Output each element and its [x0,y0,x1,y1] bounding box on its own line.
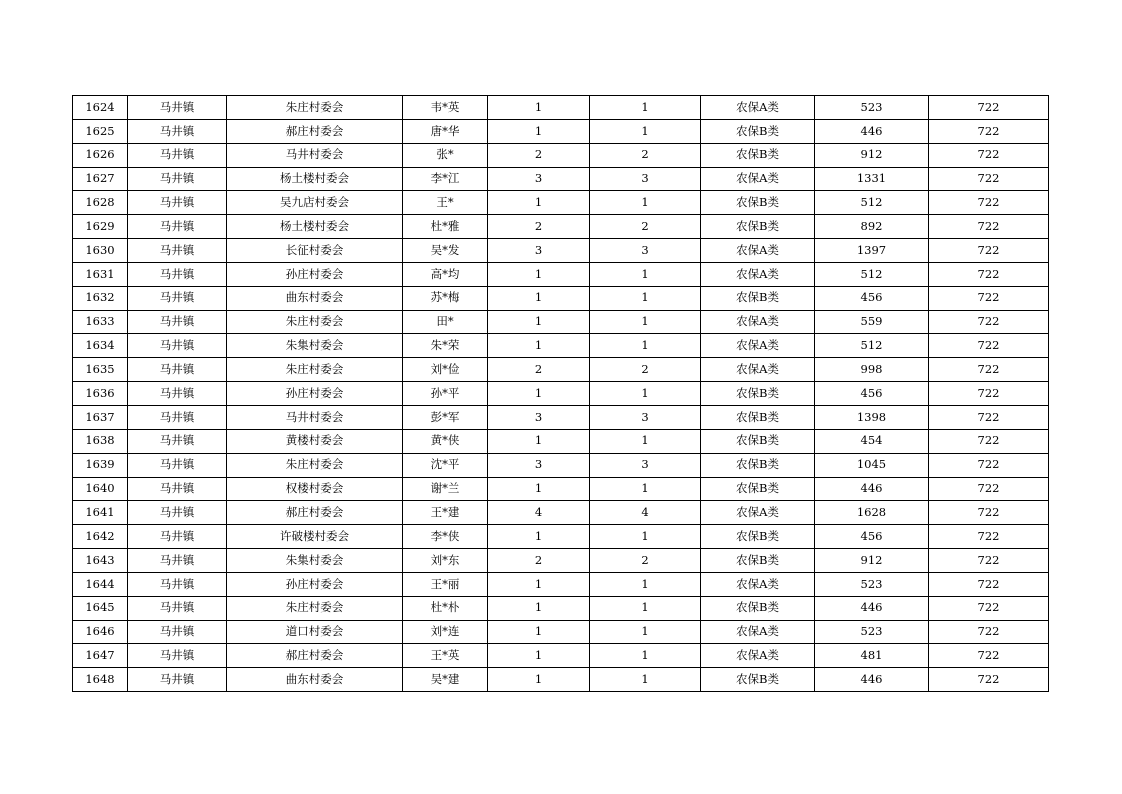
table-row [73,549,1049,573]
household-count-cell: 1 [488,119,590,143]
insurance-type-cell: 农保A类 [701,501,815,525]
standard-cell: 722 [929,239,1049,263]
village-committee-cell: 朱庄村委会 [227,596,403,620]
insurance-type-cell: 农保B类 [701,405,815,429]
amount-cell: 512 [815,334,929,358]
village-committee-cell: 朱集村委会 [227,549,403,573]
village-committee-cell: 郝庄村委会 [227,644,403,668]
amount-cell: 446 [815,119,929,143]
name-cell: 黄*侠 [403,429,488,453]
village-committee-cell: 道口村委会 [227,620,403,644]
standard-cell: 722 [929,477,1049,501]
table-row [73,572,1049,596]
table-row [73,429,1049,453]
amount-cell: 446 [815,668,929,692]
row-number-cell: 1632 [73,286,128,310]
village-committee-cell: 曲东村委会 [227,668,403,692]
insurance-type-cell: 农保A类 [701,334,815,358]
data-table [72,95,1049,692]
insurance-type-cell: 农保A类 [701,167,815,191]
amount-cell: 892 [815,215,929,239]
town-cell: 马井镇 [128,191,227,215]
person-count-cell: 1 [590,334,701,358]
standard-cell: 722 [929,644,1049,668]
table-row [73,453,1049,477]
amount-cell: 512 [815,262,929,286]
person-count-cell: 1 [590,119,701,143]
standard-cell: 722 [929,596,1049,620]
table-row [73,644,1049,668]
insurance-type-cell: 农保B类 [701,286,815,310]
table-body [73,96,1049,692]
village-committee-cell: 朱庄村委会 [227,96,403,120]
amount-cell: 912 [815,143,929,167]
town-cell: 马井镇 [128,96,227,120]
row-number-cell: 1636 [73,382,128,406]
standard-cell: 722 [929,143,1049,167]
table-row [73,382,1049,406]
town-cell: 马井镇 [128,239,227,263]
table-row [73,334,1049,358]
row-number-cell: 1625 [73,119,128,143]
town-cell: 马井镇 [128,286,227,310]
person-count-cell: 1 [590,596,701,620]
insurance-type-cell: 农保A类 [701,310,815,334]
village-committee-cell: 长征村委会 [227,239,403,263]
insurance-type-cell: 农保A类 [701,96,815,120]
row-number-cell: 1627 [73,167,128,191]
person-count-cell: 3 [590,453,701,477]
name-cell: 李*侠 [403,525,488,549]
row-number-cell: 1642 [73,525,128,549]
town-cell: 马井镇 [128,549,227,573]
standard-cell: 722 [929,262,1049,286]
household-count-cell: 4 [488,501,590,525]
name-cell: 李*江 [403,167,488,191]
person-count-cell: 3 [590,167,701,191]
household-count-cell: 1 [488,382,590,406]
household-count-cell: 1 [488,429,590,453]
amount-cell: 912 [815,549,929,573]
town-cell: 马井镇 [128,501,227,525]
row-number-cell: 1631 [73,262,128,286]
insurance-type-cell: 农保A类 [701,262,815,286]
name-cell: 孙*平 [403,382,488,406]
standard-cell: 722 [929,501,1049,525]
standard-cell: 722 [929,453,1049,477]
standard-cell: 722 [929,525,1049,549]
table-row [73,119,1049,143]
insurance-type-cell: 农保B类 [701,477,815,501]
town-cell: 马井镇 [128,262,227,286]
person-count-cell: 1 [590,191,701,215]
table-row [73,286,1049,310]
person-count-cell: 1 [590,668,701,692]
standard-cell: 722 [929,191,1049,215]
insurance-type-cell: 农保B类 [701,668,815,692]
table-row [73,215,1049,239]
town-cell: 马井镇 [128,167,227,191]
table-row [73,477,1049,501]
town-cell: 马井镇 [128,620,227,644]
amount-cell: 559 [815,310,929,334]
town-cell: 马井镇 [128,596,227,620]
standard-cell: 722 [929,668,1049,692]
name-cell: 沈*平 [403,453,488,477]
table-row [73,191,1049,215]
person-count-cell: 1 [590,310,701,334]
standard-cell: 722 [929,405,1049,429]
name-cell: 王*丽 [403,572,488,596]
person-count-cell: 1 [590,96,701,120]
row-number-cell: 1633 [73,310,128,334]
amount-cell: 456 [815,286,929,310]
town-cell: 马井镇 [128,143,227,167]
person-count-cell: 3 [590,239,701,263]
name-cell: 田* [403,310,488,334]
table-row [73,501,1049,525]
table-row [73,358,1049,382]
household-count-cell: 1 [488,596,590,620]
village-committee-cell: 朱庄村委会 [227,310,403,334]
name-cell: 刘*俭 [403,358,488,382]
row-number-cell: 1646 [73,620,128,644]
person-count-cell: 1 [590,286,701,310]
amount-cell: 998 [815,358,929,382]
person-count-cell: 1 [590,429,701,453]
table-row [73,310,1049,334]
row-number-cell: 1647 [73,644,128,668]
town-cell: 马井镇 [128,310,227,334]
table-row [73,405,1049,429]
name-cell: 高*均 [403,262,488,286]
household-count-cell: 1 [488,525,590,549]
insurance-type-cell: 农保B类 [701,429,815,453]
town-cell: 马井镇 [128,119,227,143]
village-committee-cell: 马井村委会 [227,143,403,167]
village-committee-cell: 曲东村委会 [227,286,403,310]
household-count-cell: 1 [488,191,590,215]
standard-cell: 722 [929,429,1049,453]
person-count-cell: 1 [590,525,701,549]
name-cell: 吴*建 [403,668,488,692]
amount-cell: 1397 [815,239,929,263]
table-row [73,239,1049,263]
village-committee-cell: 孙庄村委会 [227,382,403,406]
row-number-cell: 1630 [73,239,128,263]
village-committee-cell: 朱庄村委会 [227,453,403,477]
person-count-cell: 2 [590,549,701,573]
standard-cell: 722 [929,382,1049,406]
household-count-cell: 3 [488,239,590,263]
insurance-type-cell: 农保A类 [701,358,815,382]
row-number-cell: 1629 [73,215,128,239]
village-committee-cell: 许破楼村委会 [227,525,403,549]
household-count-cell: 1 [488,644,590,668]
household-count-cell: 3 [488,167,590,191]
standard-cell: 722 [929,119,1049,143]
table-row [73,668,1049,692]
amount-cell: 456 [815,382,929,406]
insurance-type-cell: 农保B类 [701,382,815,406]
row-number-cell: 1648 [73,668,128,692]
row-number-cell: 1624 [73,96,128,120]
household-count-cell: 2 [488,215,590,239]
insurance-type-cell: 农保B类 [701,596,815,620]
amount-cell: 446 [815,596,929,620]
village-committee-cell: 杨土楼村委会 [227,167,403,191]
row-number-cell: 1628 [73,191,128,215]
amount-cell: 456 [815,525,929,549]
standard-cell: 722 [929,334,1049,358]
household-count-cell: 1 [488,334,590,358]
village-committee-cell: 黄楼村委会 [227,429,403,453]
person-count-cell: 1 [590,620,701,644]
row-number-cell: 1640 [73,477,128,501]
village-committee-cell: 朱庄村委会 [227,358,403,382]
village-committee-cell: 郝庄村委会 [227,501,403,525]
village-committee-cell: 朱集村委会 [227,334,403,358]
town-cell: 马井镇 [128,382,227,406]
town-cell: 马井镇 [128,668,227,692]
household-count-cell: 2 [488,143,590,167]
table-row [73,525,1049,549]
insurance-type-cell: 农保A类 [701,239,815,263]
standard-cell: 722 [929,572,1049,596]
village-committee-cell: 孙庄村委会 [227,262,403,286]
person-count-cell: 1 [590,262,701,286]
table-row [73,620,1049,644]
row-number-cell: 1639 [73,453,128,477]
standard-cell: 722 [929,215,1049,239]
table-row [73,96,1049,120]
household-count-cell: 1 [488,477,590,501]
household-count-cell: 1 [488,668,590,692]
person-count-cell: 3 [590,405,701,429]
name-cell: 张* [403,143,488,167]
row-number-cell: 1637 [73,405,128,429]
name-cell: 谢*兰 [403,477,488,501]
insurance-type-cell: 农保B类 [701,549,815,573]
name-cell: 唐*华 [403,119,488,143]
village-committee-cell: 马井村委会 [227,405,403,429]
table-row [73,167,1049,191]
insurance-type-cell: 农保B类 [701,119,815,143]
row-number-cell: 1643 [73,549,128,573]
household-count-cell: 1 [488,620,590,644]
name-cell: 刘*连 [403,620,488,644]
household-count-cell: 1 [488,310,590,334]
name-cell: 王*建 [403,501,488,525]
row-number-cell: 1645 [73,596,128,620]
town-cell: 马井镇 [128,644,227,668]
name-cell: 吴*发 [403,239,488,263]
village-committee-cell: 吴九店村委会 [227,191,403,215]
amount-cell: 1331 [815,167,929,191]
household-count-cell: 1 [488,96,590,120]
amount-cell: 512 [815,191,929,215]
row-number-cell: 1641 [73,501,128,525]
insurance-type-cell: 农保B类 [701,453,815,477]
village-committee-cell: 郝庄村委会 [227,119,403,143]
town-cell: 马井镇 [128,572,227,596]
standard-cell: 722 [929,549,1049,573]
table-row [73,262,1049,286]
name-cell: 刘*东 [403,549,488,573]
name-cell: 朱*荣 [403,334,488,358]
amount-cell: 523 [815,620,929,644]
town-cell: 马井镇 [128,477,227,501]
insurance-type-cell: 农保A类 [701,644,815,668]
town-cell: 马井镇 [128,358,227,382]
name-cell: 杜*雅 [403,215,488,239]
town-cell: 马井镇 [128,215,227,239]
standard-cell: 722 [929,286,1049,310]
town-cell: 马井镇 [128,405,227,429]
insurance-type-cell: 农保B类 [701,215,815,239]
household-count-cell: 2 [488,549,590,573]
standard-cell: 722 [929,96,1049,120]
amount-cell: 1398 [815,405,929,429]
row-number-cell: 1638 [73,429,128,453]
row-number-cell: 1634 [73,334,128,358]
name-cell: 苏*梅 [403,286,488,310]
name-cell: 王* [403,191,488,215]
insurance-type-cell: 农保A类 [701,620,815,644]
person-count-cell: 4 [590,501,701,525]
amount-cell: 481 [815,644,929,668]
table-row [73,596,1049,620]
amount-cell: 523 [815,96,929,120]
name-cell: 韦*英 [403,96,488,120]
household-count-cell: 1 [488,262,590,286]
standard-cell: 722 [929,358,1049,382]
amount-cell: 1628 [815,501,929,525]
standard-cell: 722 [929,167,1049,191]
standard-cell: 722 [929,310,1049,334]
row-number-cell: 1626 [73,143,128,167]
name-cell: 彭*军 [403,405,488,429]
town-cell: 马井镇 [128,429,227,453]
person-count-cell: 2 [590,358,701,382]
town-cell: 马井镇 [128,453,227,477]
insurance-type-cell: 农保B类 [701,191,815,215]
insurance-type-cell: 农保B类 [701,525,815,549]
name-cell: 杜*朴 [403,596,488,620]
village-committee-cell: 权楼村委会 [227,477,403,501]
person-count-cell: 2 [590,215,701,239]
amount-cell: 1045 [815,453,929,477]
row-number-cell: 1635 [73,358,128,382]
household-count-cell: 3 [488,405,590,429]
person-count-cell: 1 [590,477,701,501]
amount-cell: 523 [815,572,929,596]
person-count-cell: 1 [590,644,701,668]
table-row [73,143,1049,167]
person-count-cell: 1 [590,572,701,596]
household-count-cell: 1 [488,286,590,310]
household-count-cell: 1 [488,572,590,596]
row-number-cell: 1644 [73,572,128,596]
name-cell: 王*英 [403,644,488,668]
town-cell: 马井镇 [128,334,227,358]
town-cell: 马井镇 [128,525,227,549]
person-count-cell: 2 [590,143,701,167]
standard-cell: 722 [929,620,1049,644]
village-committee-cell: 杨土楼村委会 [227,215,403,239]
household-count-cell: 2 [488,358,590,382]
amount-cell: 446 [815,477,929,501]
insurance-type-cell: 农保B类 [701,143,815,167]
amount-cell: 454 [815,429,929,453]
household-count-cell: 3 [488,453,590,477]
insurance-type-cell: 农保A类 [701,572,815,596]
person-count-cell: 1 [590,382,701,406]
village-committee-cell: 孙庄村委会 [227,572,403,596]
